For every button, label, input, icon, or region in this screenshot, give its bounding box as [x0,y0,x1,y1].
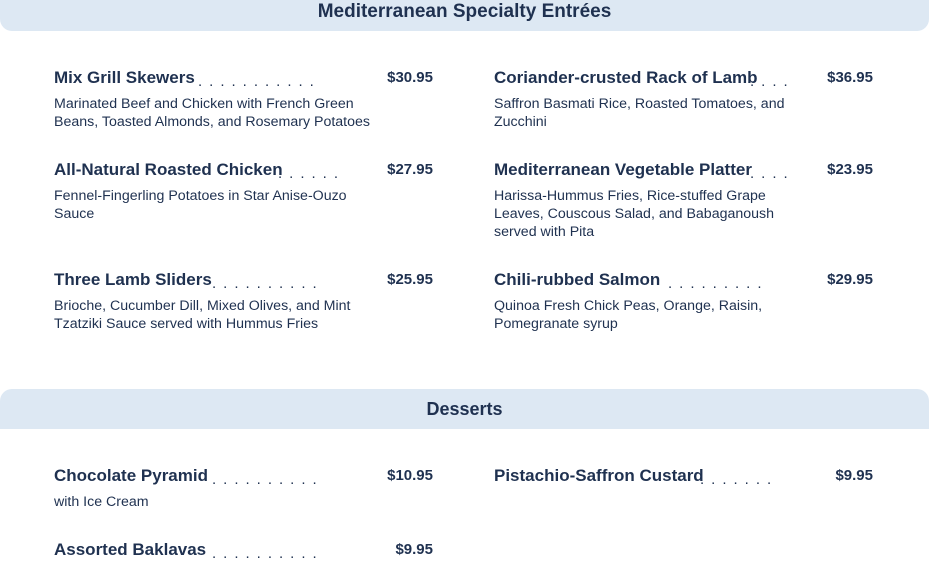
item-price: $23.95 [827,161,873,178]
dot-leader: .......... [212,545,324,562]
item-name: Pistachio-Saffron Custard [494,466,704,485]
menu-item [494,269,873,333]
item-price: $29.95 [827,271,873,288]
item-price: $9.95 [835,467,873,484]
menu-item [54,465,433,511]
section-title: Mediterranean Specialty Entrées [317,1,612,22]
dot-leader: .......... [212,275,324,292]
item-name: All-Natural Roasted Chicken [54,160,283,179]
menu-item [54,67,433,131]
item-name: Mix Grill Skewers [54,68,195,87]
item-name: Chili-rubbed Salmon [494,270,661,289]
dot-leader: .......... [212,471,324,488]
dot-leader: ........... [198,73,321,90]
item-price: $27.95 [387,161,433,178]
menu-item [494,67,873,131]
menu-item [54,159,433,223]
item-description: Marinated Beef and Chicken with French Green Beans, Toasted Almonds, and Rosemary Potatoes [54,96,370,130]
item-name: Coriander-crusted Rack of Lamb [494,68,758,87]
menu-item [54,539,433,561]
item-description: Fennel-Fingerling Potatoes in Star Anise-Ouzo Sauce [54,188,347,222]
dot-leader: ...... [278,165,346,182]
item-price: $9.95 [395,541,433,558]
item-price: $30.95 [387,69,433,86]
item-price: $25.95 [387,271,433,288]
item-name: Chocolate Pyramid [54,466,208,485]
section-header-entrees [0,0,929,31]
dot-leader: .... [750,165,795,182]
menu-item [494,465,873,487]
item-name: Three Lamb Sliders [54,270,212,289]
dot-leader: .... [750,73,795,90]
item-price: $10.95 [387,467,433,484]
item-price: $36.95 [827,69,873,86]
item-description: Saffron Basmati Rice, Roasted Tomatoes, and Zucchini [494,96,785,130]
item-name: Mediterranean Vegetable Platter [494,160,752,179]
dot-leader: ....... [700,471,779,488]
menu-item [54,269,433,333]
section-header-desserts [0,389,929,429]
section-title: Desserts [426,399,503,419]
item-description: with Ice Cream [54,494,149,510]
item-description: Brioche, Cucumber Dill, Mixed Olives, and Mint Tzatziki Sauce served with Hummus Fries [54,298,351,332]
item-description: Quinoa Fresh Chick Peas, Orange, Raisin, Pomegranate syrup [494,298,763,332]
item-name: Assorted Baklavas [54,540,207,559]
dot-leader: ......... [668,275,769,292]
menu-item [494,159,873,241]
item-description: Harissa-Hummus Fries, Rice-stuffed Grape Leaves, Couscous Salad, and Babaganoush served with Pita [494,188,775,240]
